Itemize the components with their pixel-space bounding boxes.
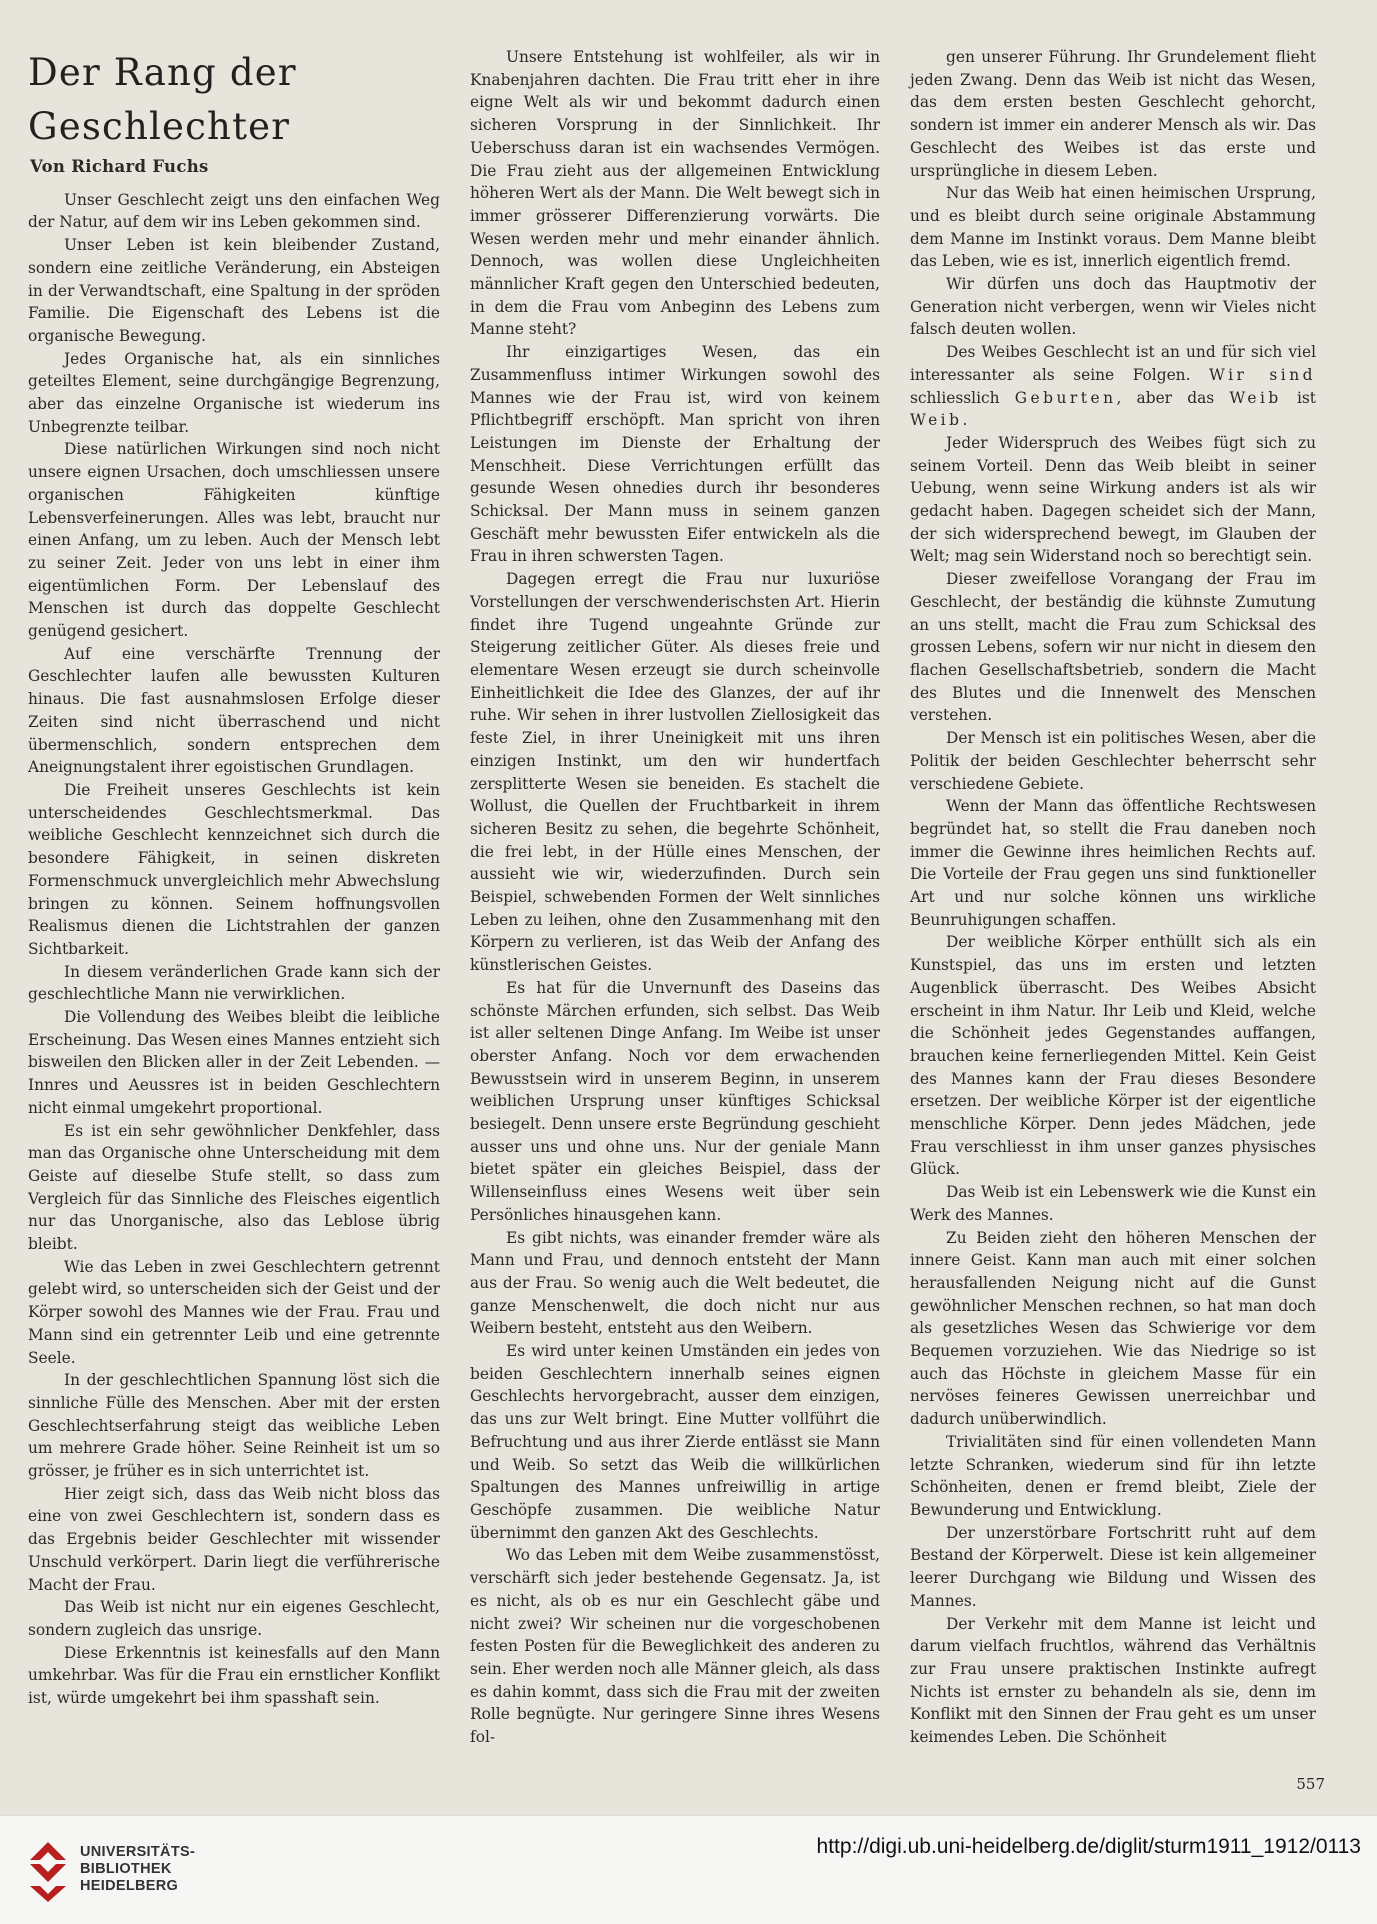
source-url-link[interactable]: http://digi.ub.uni-heidelberg.de/diglit/sturm1911_1912/0113 [816,1835,1361,1858]
paragraph: Unser Leben ist kein bleibender Zustand, sondern eine zeitliche Veränderung, ein Absteigen in der Verwandtschaft, eine Spaltung in der spröden Familie. Die Eigenschaft des Lebens ist die organische Bewegung. [28,236,440,345]
paragraph: Wir dürfen uns doch das Hauptmotiv der Generation nicht verbergen, wenn wir Vieles nicht falsch deuten wollen. [910,275,1316,339]
article-author: Von Richard Fuchs [30,157,209,176]
paragraph: Jeder Widerspruch des Weibes fügt sich zu seinem Vorteil. Denn das Weib bleibt in seiner Uebung, wenn seine Wirkung anders ist als wir gedacht haben. Dagegen scheidet sich der Mann, der sich widersprechend bewegt, im Glauben der Welt; mag sein Widerstand noch so berechtigt sein. [910,433,1316,566]
paragraph: Auf eine verschärfte Trennung der Geschlechter laufen alle bewussten Kulturen hinaus. Die fast ausnahmslosen Erfolge dieser Zeiten sind nicht überraschend und nicht übermenschlich, sondern entsprechen dem Aneignungstalent ihrer egoistischen Grundlagen. [28,644,440,777]
paragraph: Unser Geschlecht zeigt uns den einfachen Weg der Natur, auf dem wir ins Leben gekommen sind. [28,190,440,232]
paragraph: Diese natürlichen Wirkungen sind noch nicht unsere eignen Ursachen, doch umschliessen unsere organischen Fähigkeiten künftige Lebensverfeinerungen. Alles was lebt, braucht nur einen Anfang, um zu leben. Auch der Mensch lebt zu seiner Zeit. Jeder von uns lebt in einer ihm eigentümlichen Form. Der Lebenslauf des Menschen ist durch das doppelte Geschlecht genügend gesichert. [28,440,440,641]
paragraph: In der geschlechtlichen Spannung löst sich die sinnliche Fülle des Menschen. Aber mit der ersten Geschlechtserfahrung steigt das weibliche Leben um mehrere Grade höher. Seine Reinheit ist um so grösser, je früher es in sich unterrichtet ist. [28,1371,440,1481]
page-number: 557 [1296,1775,1325,1793]
paragraph: Der Mensch ist ein politisches Wesen, aber die Politik der beiden Geschlechter beherrscht sehr verschiedene Gebiete. [910,729,1316,793]
paragraph: In diesem veränderlichen Grade kann sich der geschlechtliche Mann nie verwirklichen. [28,962,440,1004]
paragraph: Wenn der Mann das öffentliche Rechtswesen begründet hat, so stellt die Frau daneben noch immer die Gewinne ihres heimlichen Rechts auf. Die Vorteile der Frau gegen uns sind funktioneller Art und nur solche können uns wirkliche Beunruhigungen schaffen. [910,797,1316,929]
column-1 [28,46,440,1710]
paragraph: Es wird unter keinen Umständen ein jedes von beiden Geschlechtern innerhalb seines eignen Geschlechts hervorgebracht, ausser dem einzigen, das uns zur Welt bringt. Eine Mutter vollführt die Befruchtung und aus ihrer Zierde entlässt sie Mann und Weib. So setzt das Weib die willkürlichen Spaltungen des Mannes unfreiwillig in artige Geschöpfe zusammen. Die weibliche Natur übernimmt den ganzen Akt des Geschlechts. [470,1342,880,1542]
paragraph: Unsere Entstehung ist wohlfeiler, als wir in Knabenjahren dachten. Die Frau tritt eher in ihre eigne Welt als wir und bekommt dadurch einen sicheren Vorsprung in der Sinnlichkeit. Ihr Ueberschuss daran ist ein wachsendes Vermögen. Die Frau zieht aus der allgemeinen Entwicklung höheren Wert als der Mann. Die Welt bewegt sich in immer grösserer Differenzierung vorwärts. Die Wesen werden mehr und mehr einander ähnlich. Dennoch, was wollen diese Ungleichheiten männlicher Kraft gegen den Unterschied bedeuten, in dem die Frau vom Anbeginn des Lebens zum Manne steht? [470,48,880,339]
paragraph: Es hat für die Unvernunft des Daseins das schönste Märchen erfunden, sich selbst. Das Weib ist aller seltenen Dinge Anfang. Im Weibe ist unser oberster Anfang. Noch vor dem erwachenden Bewusstsein wird in unserem Beginn, in unserem weiblichen Ursprung unser künftiges Schicksal besiegelt. Denn unsere erste Begründung geschieht ausser uns und ohne uns. Nur der geniale Mann bietet später ein gleiches Beispiel, dass der Willenseinfluss eines Wesens weit über sein Persönliches hinausgehen kann. [470,978,880,1224]
paragraph: Diese Erkenntnis ist keinesfalls auf den Mann umkehrbar. Was für die Frau ein ernstlicher Konflikt ist, würde umgekehrt bei ihm spasshaft sein. [28,1643,440,1708]
paragraph: Der unzerstörbare Fortschritt ruht auf dem Bestand der Körperwelt. Diese ist kein allgemeiner leerer Durchgang wie Bildung und Wissen des Mannes. [910,1523,1316,1610]
footer-bar [0,1815,1377,1924]
paragraph: Wie das Leben in zwei Geschlechtern getrennt gelebt wird, so unterscheiden sich der Geist und der Körper sowohl des Mannes wie der Frau. Frau und Mann sind ein getrennter Leib und eine getrennte Seele. [28,1257,440,1367]
paragraph: Es gibt nichts, was einander fremder wäre als Mann und Frau, und dennoch entsteht der Mann aus der Frau. So wenig auch die Welt bedeutet, die ganze Menschenwelt, die doch nicht nur aus Weibern besteht, entsteht aus den Weibern. [470,1228,880,1338]
library-logo-icon [26,1840,70,1902]
paragraph: Es ist ein sehr gewöhnlicher Denkfehler, dass man das Organische ohne Unterscheidung mit dem Geiste auf dieselbe Stufe stellt, so dass zum Vergleich für das Sinnliche des Fleisches eigentlich nur das Unorganische, also das Leblose übrig bleibt. [28,1121,440,1254]
paragraph: Dieser zweifellose Vorangang der Frau im Geschlecht, der beständig die kühnste Zumutung an uns stellt, macht die Frau zum Schicksal des grossen Lebens, sofern wir nur nicht in diesem den flachen Gesellschaftsbetrieb, sondern die Macht des Blutes und die Innenwelt des Menschen verstehen. [910,570,1316,725]
paragraph: Nur das Weib hat einen heimischen Ursprung, und es bleibt durch seine originale Abstammung dem Manne im Instinkt voraus. Dem Manne bleibt das Leben, wie es ist, innerlich eigentlich fremd. [910,184,1316,271]
paragraph: Jedes Organische hat, als ein sinnliches geteiltes Element, seine durchgängige Begrenzung, aber das einzelne Organische ist wiederum ins Unbegrenzte teilbar. [28,349,440,436]
paragraph: Hier zeigt sich, dass das Weib nicht bloss das eine von zwei Geschlechtern ist, sondern dass es das Ergebnis beider Geschlechter mit wissender Unschuld verkörpert. Darin liegt die verführerische Macht der Frau. [28,1484,440,1594]
column-3 [910,46,1316,1749]
paragraph: Die Freiheit unseres Geschlechts ist kein unterscheidendes Geschlechtsmerkmal. Das weibliche Geschlecht kennzeichnet sich durch die besondere Fähigkeit, in seinen diskreten Formenschmuck unvergleichlich mehr Abwechslung bringen zu können. Seinem hoffnungsvollen Realismus dienen die Lichtstrahlen der ganzen Sichtbarkeit. [28,780,440,958]
paragraph: Ihr einzigartiges Wesen, das ein Zusammenfluss intimer Wirkungen sowohl des Mannes wie der Frau ist, wird von keinem Pflichtbegriff erschöpft. Man spricht von ihren Leistungen im Dienste der Erhaltung der Menschheit. Diese Verrichtungen erfüllt das gesunde Wesen ohnedies durch ihr besonderes Schicksal. Der Mann muss in seinem ganzen Geschäft mehr bewussten Eifer entwickeln als die Frau in ihren schwersten Tagen. [470,343,880,566]
paragraph: Der weibliche Körper enthüllt sich als ein Kunstspiel, das uns im ersten und letzten Augenblick überrascht. Des Weibes Absicht erscheint in ihm Natur. Ihr Leib und Kleid, welche die Schönheit jedes Gegenstandes auffangen, brauchen keine fernerliegenden Mittel. Kein Geist des Mannes kann der Frau dieses Besondere ersetzen. Der weibliche Körper ist der eigentliche menschliche Körper. Denn jedes Mädchen, jede Frau verschliesst in ihm unser ganzes physisches Glück. [910,933,1316,1179]
paragraph: gen unserer Führung. Ihr Grundelement flieht jeden Zwang. Denn das Weib ist nicht das Wesen, das dem ersten besten Geschlecht gehorcht, sondern ist immer ein anderer Mensch als wir. Das Geschlecht des Weibes ist das erste und ursprüngliche in diesem Leben. [910,48,1316,180]
paragraph: Zu Beiden zieht den höheren Menschen der innere Geist. Kann man auch mit einer solchen herausfallenden Neigung nicht auf die Gunst gewöhnlicher Menschen rechnen, so hat man doch als gesetzliches Wesen das Schwierige vor dem Bequemen vorzuziehen. Wie das Niedrige so ist auch das Höchste in gleichem Masse für ein nervöses feineres Gewissen unerreichbar und dadurch unüberwindlich. [910,1228,1316,1429]
paragraph: Dagegen erregt die Frau nur luxuriöse Vorstellungen der verschwenderischsten Art. Hierin findet ihre Tugend ungeahnte Gründe zur Steigerung zeitlicher Güter. Als dieses freie und elementare Wesen erzeugt sie durch scheinvolle Einheitlichkeit die Idee des Glanzes, der auf ihr ruhe. Wir sehen in ihrer lustvollen Ziellosigkeit das feste Ziel, in ihrer Uneinigkeit mit uns ihren einzigen Instinkt, um den wir hundertfach zersplitterte Wesen sie beneiden. Es stachelt die Wollust, die Quellen der Fruchtbarkeit in ihrem sicheren Besitz zu sehen, die begehrte Schönheit, die frei lebt, in der Hülle eines Menschen, der aussieht wie wir, wiederzufinden. Durch sein Beispiel, schwebenden Formen der Welt sinnliches Leben zu leihen, ohne den Zusammenhang mit den Körpern zu verlieren, ist das Weib der Anfang des künstlerischen Geistes. [470,570,880,975]
paragraph: Das Weib ist ein Lebenswerk wie die Kunst ein Werk des Mannes. [910,1183,1316,1224]
paragraph: Wo das Leben mit dem Weibe zusammenstösst, verschärft sich jeder bestehende Gegensatz. Ja, ist es nicht, als ob es nur ein Geschlecht gäbe und nicht zwei? Wir scheinen nur die vorgeschobenen festen Posten für die Beweglichkeit des anderen zu sein. Eher werden noch alle Männer gleich, als dass es dahin kommt, dass sich die Frau mit der zweiten Rolle begnügte. Nur geringere Sinne ihres Wesens fol- [470,1546,880,1747]
column-2 [470,46,880,1749]
article-title: Der Rang der Geschlechter [28,51,297,148]
paragraph-spaced-emphasis: Des Weibes Geschlecht ist an und für sich viel interessanter als seine Folgen. Wir sind schliesslich Geburten, aber das Weib ist Weib. [910,343,1316,430]
library-name[interactable]: UNIVERSITÄTS- BIBLIOTHEK HEIDELBERG [80,1844,196,1894]
paragraph: Das Weib ist nicht nur ein eigenes Geschlecht, sondern zugleich das unsrige. [28,1598,440,1639]
paragraph: Die Vollendung des Weibes bleibt die leibliche Erscheinung. Das Wesen eines Mannes entzieht sich bisweilen den Blicken aller in der Zeit Lebenden. — Innres und Aeussres ist in beiden Geschlechtern nicht einmal umgekehrt proportional. [28,1008,440,1117]
paragraph: Der Verkehr mit dem Manne ist leicht und darum vielfach fruchtlos, während das Verhältnis zur Frau unsere praktischen Instinkte aufregt Nichts ist ernster zu behandeln als sie, denn im Konflikt mit den Sinnen der Frau geht es um unser keimendes Leben. Die Schönheit [910,1614,1316,1747]
paragraph: Trivialitäten sind für einen vollendeten Mann letzte Schranken, wiederum sind für ihn letzte Schönheiten, denen er fremd bleibt, Ziele der Bewunderung und Entwicklung. [910,1432,1316,1519]
